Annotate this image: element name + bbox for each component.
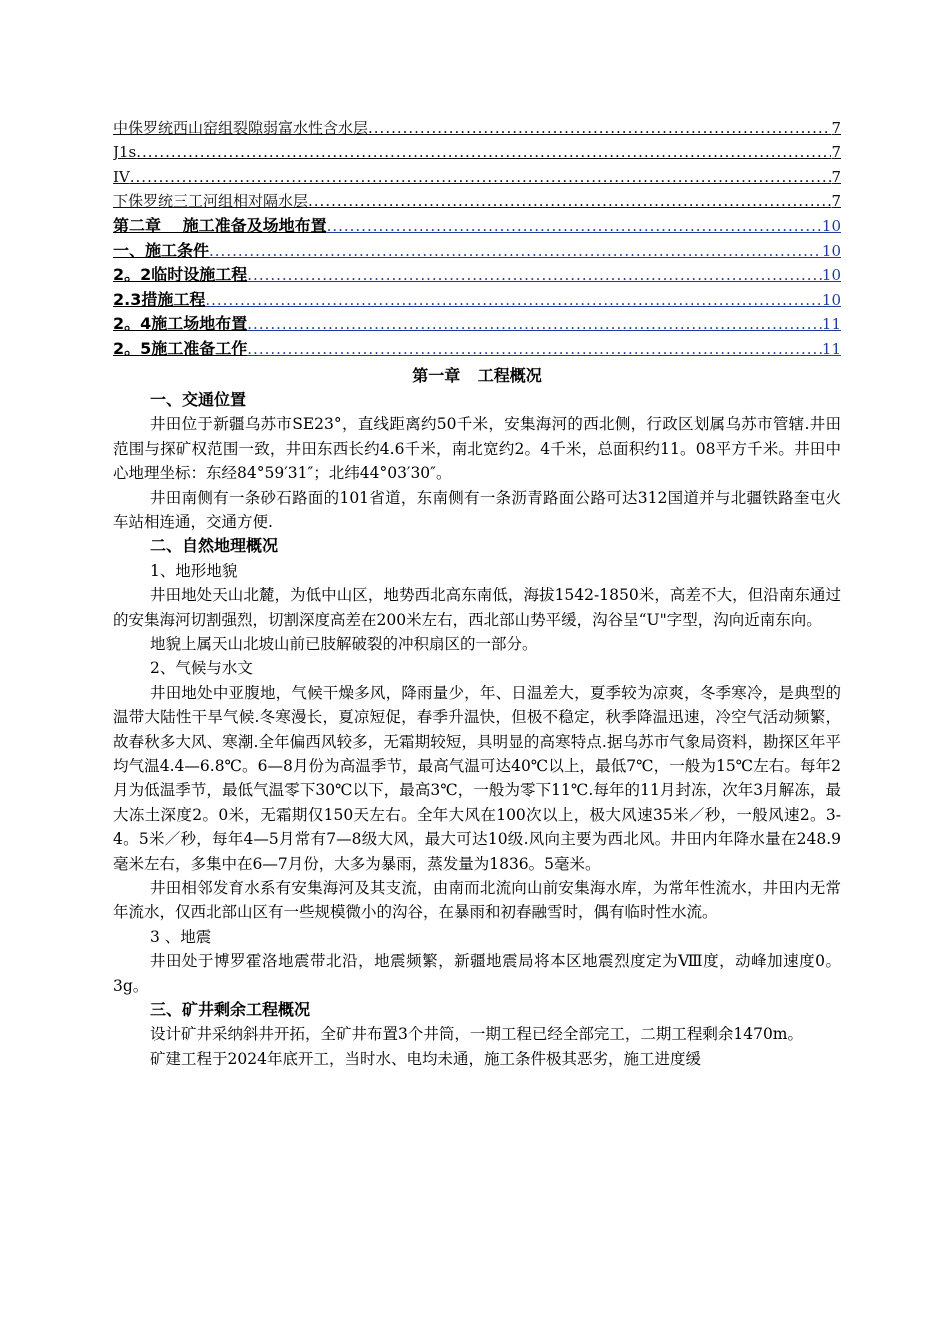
toc-entry[interactable] bbox=[113, 211, 841, 236]
toc-entry-page: 10 bbox=[821, 241, 841, 260]
section-heading: 三、矿井剩余工程概况 bbox=[150, 1000, 311, 1020]
toc-entry[interactable] bbox=[113, 310, 841, 335]
toc-entry-page: 7 bbox=[831, 143, 841, 162]
paragraph: 地貌上属天山北坡山前已肢解破裂的冲积扇区的一部分。 bbox=[150, 635, 538, 654]
toc-leader-dots bbox=[209, 241, 822, 261]
toc-leader-dots bbox=[130, 167, 832, 187]
toc-leader-dots bbox=[247, 265, 822, 285]
toc-entry-page: 11 bbox=[821, 315, 841, 334]
document-body bbox=[113, 388, 841, 1071]
toc-entry-title: 下侏罗统三工河组相对隔水层 bbox=[113, 192, 309, 211]
toc-entry[interactable] bbox=[113, 285, 841, 310]
toc-entry[interactable] bbox=[113, 334, 841, 359]
toc-leader-dots bbox=[247, 314, 822, 334]
paragraph: 井田地处天山北麓，为低中山区，地势西北高东南低，海拔1542-1850米，高差不大，但沿南东通过的安集海河切割强烈，切割深度高差在200米左右，西北部山势平缓，沟谷呈“U"字型，沟向近南东向。 bbox=[113, 586, 841, 629]
toc-entry[interactable] bbox=[113, 261, 841, 286]
paragraph: 井田南侧有一条砂石路面的101省道，东南侧有一条沥青路面公路可达312国道并与北疆铁路奎屯火车站相连通，交通方便. bbox=[113, 488, 841, 532]
paragraph: 井田地处中亚腹地，气候干燥多风，降雨量少，年、日温差大，夏季较为凉爽，冬季寒冷，是典型的温带大陆性干旱气候.冬寒漫长，夏凉短促，春季升温快，但极不稳定，秋季降温迅速，冷空气活动频繁，故春秋多大风、寒潮.全年偏西风较多，无霜期较短，具明显的高寒特点.据乌苏市气象局资料，勘探区年平均气温4.4—6.8℃。6—8月份为高温季节，最高气温可达40℃以上，最低7℃，一般为15℃左右。每年2月为低温季节，最低气温零下30℃以下，最高3℃，一般为零下11℃.每年的11月封冻，次年3月解冻，最大冻土深度2。0米，无霜期仅150天左右。全年大风在100次以上，极大风速35米／秒，一般风速2。3-4。5米／秒，每年4—5月常有7—8级大风，最大可达10级.风向主要为西北风。井田内年降水量在248.9毫米左右，多集中在6—7月份，大多为暴雨，蒸发量为1836。5毫米。 bbox=[113, 683, 841, 873]
toc-entry-title: 第二章 施工准备及场地布置 bbox=[113, 215, 327, 235]
toc-entry-page: 7 bbox=[831, 192, 841, 211]
subsection-heading: 3 、地震 bbox=[150, 927, 212, 946]
toc-entry-page: 10 bbox=[821, 290, 841, 309]
toc-entry-page: 11 bbox=[821, 339, 841, 358]
toc-entry-title: 中侏罗统西山窑组裂隙弱富水性含水层 bbox=[113, 118, 369, 137]
toc-entry-page: 10 bbox=[821, 266, 841, 285]
toc-entry-title: 一、施工条件 bbox=[113, 240, 210, 260]
toc-entry-title: J1s bbox=[113, 143, 137, 162]
toc-leader-dots bbox=[247, 339, 822, 359]
paragraph: 井田处于博罗霍洛地震带北沿，地震频繁，新疆地震局将本区地震烈度定为Ⅷ度，动峰加速度0。3g。 bbox=[113, 952, 841, 995]
paragraph: 井田位于新疆乌苏市SE23°，直线距离约50千米，安集海河的西北侧，行政区划属乌苏市管辖.井田范围与探矿权范围一致，井田东西长约4.6千米，南北宽约2。4千米，总面积约11。08平方千米。井田中心地理坐标：东经84°59′31″；北纬44°03′30″。 bbox=[113, 415, 841, 483]
toc-entry[interactable] bbox=[113, 138, 841, 163]
subsection-heading: 1、地形地貌 bbox=[150, 561, 238, 580]
toc-entry-page: 10 bbox=[821, 216, 841, 235]
toc-entry-page: 7 bbox=[831, 167, 841, 186]
chapter-title: 第一章 工程概况 bbox=[412, 366, 542, 385]
toc-leader-dots bbox=[327, 216, 822, 236]
toc-entry-title: 2。5施工准备工作 bbox=[113, 338, 248, 358]
toc-leader-dots bbox=[205, 290, 822, 310]
toc-entry-title: 2。2临时设施工程 bbox=[113, 265, 248, 285]
paragraph: 设计矿井采纳斜井开拓，全矿井布置3个井筒，一期工程已经全部完工，二期工程剩余1470m。 bbox=[150, 1025, 804, 1044]
table-of-contents bbox=[113, 113, 841, 359]
toc-leader-dots bbox=[136, 142, 831, 162]
toc-entry-title: IV bbox=[113, 167, 130, 186]
toc-leader-dots bbox=[368, 118, 831, 138]
toc-leader-dots bbox=[308, 191, 831, 211]
toc-entry-title: 2。4施工场地布置 bbox=[113, 314, 248, 334]
toc-entry-page: 7 bbox=[831, 118, 841, 137]
subsection-heading: 2、气候与水文 bbox=[150, 659, 253, 678]
paragraph: 井田相邻发育水系有安集海河及其支流，由南而北流向山前安集海水库，为常年性流水，井田内无常年流水，仅西北部山区有一些规模微小的沟谷，在暴雨和初春融雪时，偶有临时性水流。 bbox=[113, 879, 841, 922]
section-heading: 一、交通位置 bbox=[150, 390, 247, 409]
toc-entry[interactable] bbox=[113, 113, 841, 138]
section-heading: 二、自然地理概况 bbox=[150, 536, 279, 556]
toc-entry[interactable] bbox=[113, 236, 841, 261]
paragraph: 矿建工程于2024年底开工，当时水、电均未通，施工条件极其恶劣，施工进度缓 bbox=[150, 1049, 701, 1068]
toc-entry-title: 2.3措施工程 bbox=[113, 289, 206, 309]
toc-entry[interactable] bbox=[113, 187, 841, 212]
toc-entry[interactable] bbox=[113, 162, 841, 187]
